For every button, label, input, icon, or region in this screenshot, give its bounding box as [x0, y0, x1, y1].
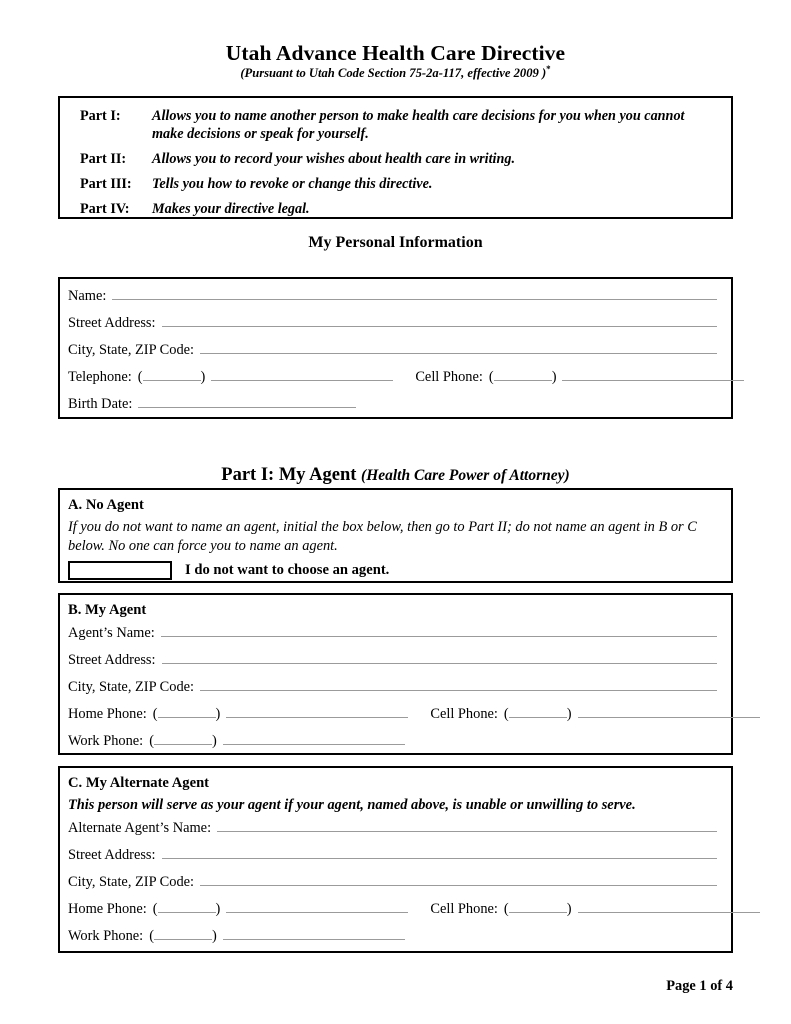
part-label: Part III:: [80, 175, 132, 192]
close-paren-glyph: ): [211, 927, 217, 944]
agent-home-phone-area-code-group: [153, 704, 227, 723]
agent-work-phone-number-input[interactable]: [223, 731, 405, 745]
agent-cell-phone-area-code-group: [504, 704, 578, 723]
section-b-my-agent-box: [58, 593, 733, 755]
alternate-work-phone-label: Work Phone:: [68, 927, 144, 944]
page-subtitle: [0, 64, 791, 81]
close-paren-glyph: ): [211, 733, 217, 749]
close-paren-glyph: ): [215, 706, 221, 722]
field-row-alternate-street-address: [68, 845, 721, 872]
section-c-alternate-agent-box: [58, 766, 733, 953]
part-label: Part II:: [80, 150, 127, 167]
open-paren-glyph: (: [137, 369, 143, 385]
alternate-work-phone-number-input[interactable]: [223, 926, 405, 940]
open-paren-glyph: (: [503, 706, 509, 722]
open-paren-glyph: (: [149, 927, 154, 944]
telephone-area-code-input[interactable]: [143, 367, 201, 381]
alternate-home-phone-number-input[interactable]: [226, 899, 408, 913]
field-row-telephone: [68, 367, 721, 394]
open-paren-glyph: (: [152, 706, 158, 722]
alternate-agent-name-input[interactable]: [217, 818, 717, 832]
field-row-street-address: [68, 313, 721, 340]
section-c-title: C. My Alternate Agent: [68, 775, 210, 791]
alternate-cell-phone-label: Cell Phone:: [430, 900, 498, 917]
parts-overview-row: [80, 201, 719, 219]
telephone-label: Telephone:: [68, 369, 132, 385]
agent-home-phone-label: Home Phone:: [68, 706, 147, 722]
agent-cell-phone-label: Cell Phone:: [430, 706, 498, 722]
cell-phone-number-input[interactable]: [562, 367, 744, 381]
cell-phone-area-code-group: [489, 367, 563, 386]
page-footer: Page 1 of 4: [666, 978, 733, 994]
agent-city-state-zip-label: City, State, ZIP Code:: [68, 679, 195, 695]
agent-work-phone-label: Work Phone:: [68, 733, 144, 749]
agent-cell-phone-number-input[interactable]: [578, 704, 760, 718]
cell-phone-area-code-input[interactable]: [494, 367, 552, 381]
alternate-cell-phone-area-code-group: [504, 899, 578, 918]
agent-street-address-input[interactable]: [162, 650, 717, 664]
cell-phone-label: Cell Phone:: [415, 369, 483, 385]
open-paren-glyph: (: [503, 900, 509, 917]
name-label: Name:: [68, 288, 107, 304]
close-paren-glyph: ): [551, 369, 557, 385]
field-row-agent-home-cell-phone: [68, 704, 721, 731]
field-row-alternate-work-phone: [68, 926, 721, 953]
open-paren-glyph: (: [149, 733, 154, 749]
no-agent-checkbox-label: I do not want to choose an agent.: [185, 562, 390, 579]
close-paren-glyph: ): [200, 369, 206, 385]
agent-work-phone-area-code-group: [149, 731, 223, 750]
parts-overview-row: [80, 151, 719, 169]
personal-information-box: [58, 277, 733, 419]
alternate-cell-phone-number-input[interactable]: [578, 899, 760, 913]
field-row-city-state-zip: [68, 340, 721, 367]
parts-overview-row: [80, 108, 719, 144]
page-subtitle-text: (Pursuant to Utah Code Section 75-2a-117, effective 2009 ): [240, 66, 547, 81]
agent-name-label: Agent’s Name:: [68, 625, 155, 641]
section-a-no-agent-box: [58, 488, 733, 583]
no-agent-initials-box[interactable]: [68, 561, 172, 580]
name-input[interactable]: [112, 286, 717, 300]
part-one-heading-main: Part I: My Agent: [221, 465, 362, 485]
alternate-work-phone-area-code-input[interactable]: [154, 926, 212, 940]
birth-date-label: Birth Date:: [68, 396, 133, 412]
birth-date-input[interactable]: [138, 394, 356, 408]
field-row-agent-street-address: [68, 650, 721, 677]
part-description: Allows you to record your wishes about health care in writing.: [152, 150, 516, 167]
alternate-home-phone-label: Home Phone:: [68, 900, 147, 917]
section-a-initials-row: [68, 561, 721, 580]
field-row-agent-work-phone: [68, 731, 721, 758]
street-address-label: Street Address:: [68, 315, 156, 331]
part-description: Makes your directive legal.: [152, 200, 310, 217]
alternate-work-phone-area-code-group: [149, 926, 223, 945]
close-paren-glyph: ): [566, 706, 572, 722]
field-row-birth-date: [68, 394, 721, 421]
parts-overview-row: [80, 176, 719, 194]
agent-street-address-label: Street Address:: [68, 652, 156, 668]
parts-overview-box: [58, 96, 733, 219]
alternate-street-address-label: Street Address:: [68, 846, 156, 863]
city-state-zip-label: City, State, ZIP Code:: [68, 342, 195, 358]
field-row-agent-city-state-zip: [68, 677, 721, 704]
part-one-heading-paren: (Health Care Power of Attorney): [361, 467, 570, 484]
field-row-alternate-home-cell-phone: [68, 899, 721, 926]
part-label: Part IV:: [80, 200, 130, 217]
part-description: Tells you how to revoke or change this directive.: [152, 175, 433, 192]
agent-cell-phone-area-code-input[interactable]: [509, 704, 567, 718]
alternate-city-state-zip-label: City, State, ZIP Code:: [68, 873, 195, 890]
agent-work-phone-area-code-input[interactable]: [154, 731, 212, 745]
part-description: Allows you to name another person to make health care decisions for you when you cannot make decisions or speak for yourself.: [152, 108, 685, 142]
part-one-heading: [0, 465, 791, 486]
field-row-alternate-agent-name: [68, 818, 721, 845]
open-paren-glyph: (: [152, 900, 158, 917]
city-state-zip-input[interactable]: [200, 340, 717, 354]
alternate-agent-name-label: Alternate Agent’s Name:: [68, 819, 212, 836]
alternate-street-address-input[interactable]: [162, 845, 717, 859]
agent-city-state-zip-input[interactable]: [200, 677, 717, 691]
section-a-title: A. No Agent: [68, 497, 144, 513]
alternate-cell-phone-area-code-input[interactable]: [509, 899, 567, 913]
section-a-instructions: If you do not want to name an agent, initial the box below, then go to Part II; do not name an agent in B or C below. No one can force you to name an agent.: [68, 519, 697, 554]
page-title: Utah Advance Health Care Directive: [225, 41, 566, 65]
street-address-input[interactable]: [162, 313, 717, 327]
close-paren-glyph: ): [566, 900, 572, 917]
field-row-alternate-city-state-zip: [68, 872, 721, 899]
telephone-number-input[interactable]: [211, 367, 393, 381]
alternate-home-phone-area-code-input[interactable]: [158, 899, 216, 913]
agent-home-phone-number-input[interactable]: [226, 704, 408, 718]
part-label: Part I:: [80, 108, 121, 124]
alternate-city-state-zip-input[interactable]: [200, 872, 717, 886]
personal-information-heading: My Personal Information: [308, 234, 483, 251]
close-paren-glyph: ): [215, 900, 221, 917]
section-c-note: This person will serve as your agent if your agent, named above, is unable or unwilling to serve.: [68, 797, 636, 813]
field-row-agent-name: [68, 623, 721, 650]
footnote-marker: *: [546, 64, 551, 74]
field-row-name: [68, 286, 721, 313]
telephone-area-code-group: [138, 367, 212, 386]
section-b-title: B. My Agent: [68, 602, 147, 618]
alternate-home-phone-area-code-group: [153, 899, 227, 918]
agent-name-input[interactable]: [161, 623, 717, 637]
open-paren-glyph: (: [488, 369, 494, 385]
agent-home-phone-area-code-input[interactable]: [158, 704, 216, 718]
